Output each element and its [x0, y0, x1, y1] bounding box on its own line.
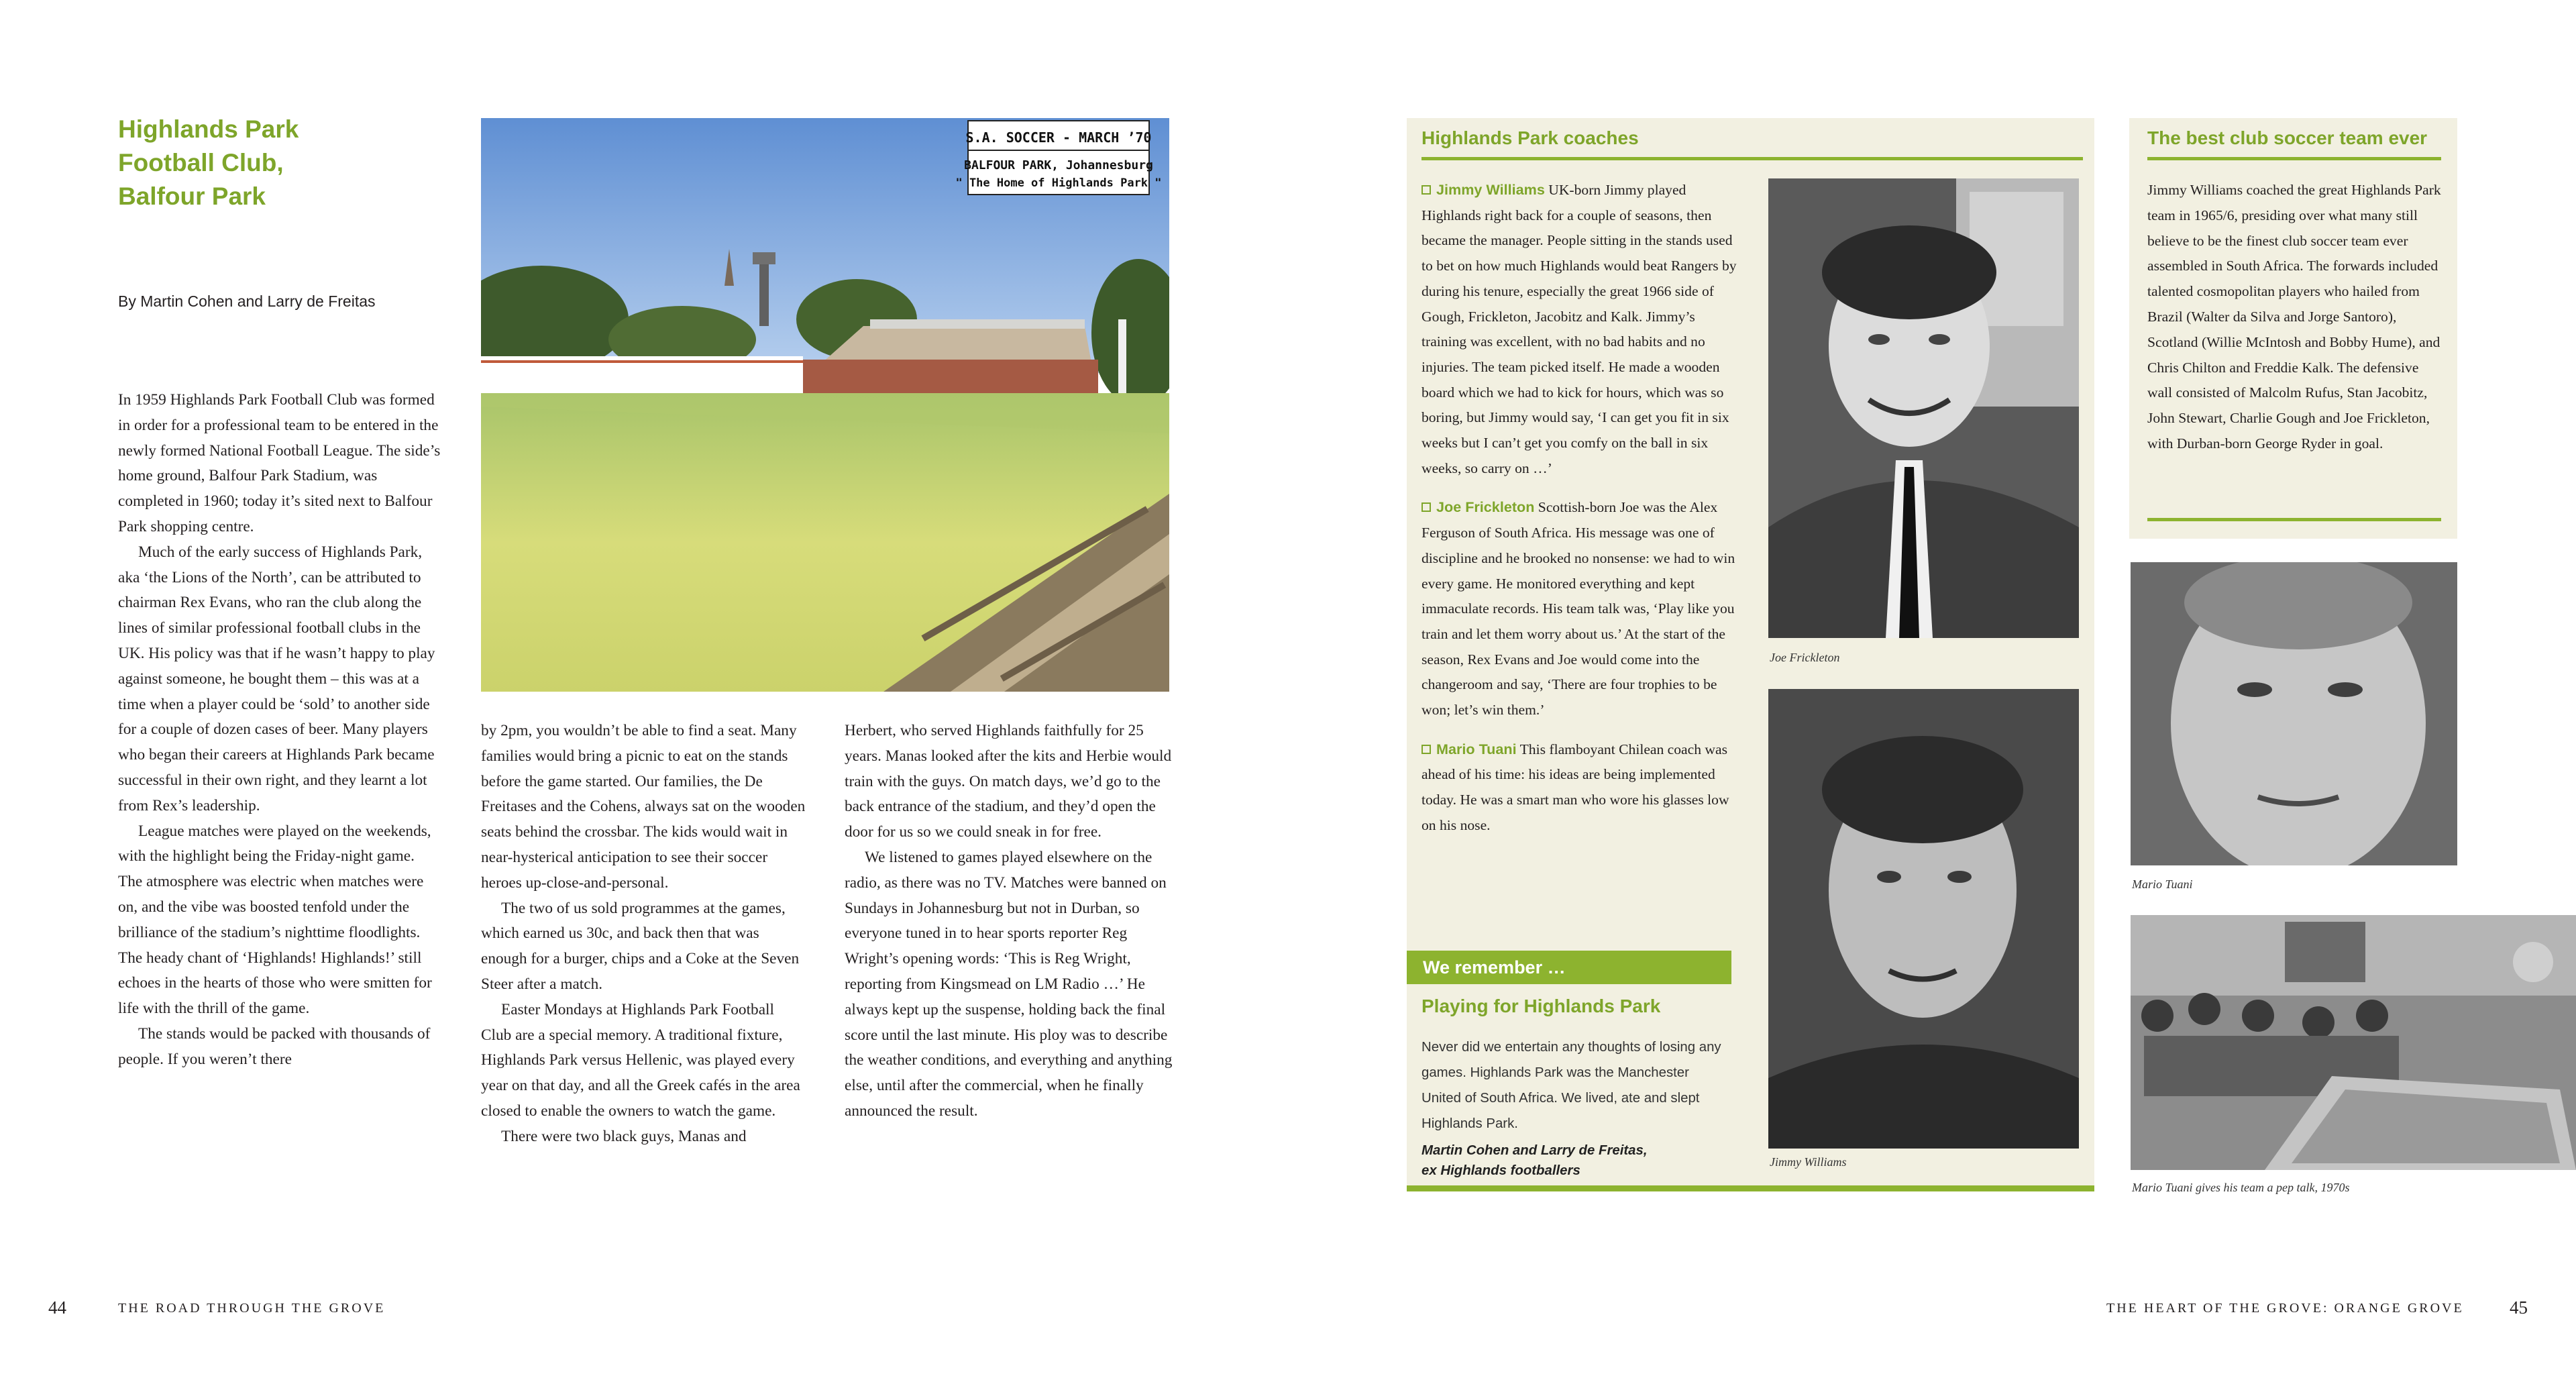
- pep-talk-photo-art: [2131, 915, 2576, 1170]
- sign-line-1: S.A. SOCCER - MARCH ’70: [965, 129, 1152, 146]
- remember-signature: [1421, 1140, 1648, 1181]
- checkbox-bullet-icon: [1421, 185, 1431, 195]
- signature-line: ex Highlands footballers: [1421, 1163, 1580, 1178]
- paragraph: In 1959 Highlands Park Football Club was formed in order for a professional team to be entered in the newly formed National Football League. The side’s home ground, Balfour Park Stadium, was completed in 1960; today it’s sited next to Balfour Park shopping centre.: [118, 391, 441, 535]
- coach-text: UK-born Jimmy played Highlands right back for a couple of seasons, then became the manager. People sitting in the stands used to bet on how much Highlands would beat Rangers by during his tenure, especially the great 1966 side of Gough, Frickleton, Jacobitz and Kalk. Jimmy’s training was excellent, with no bad habits and no injuries. The team picked itself. He made a wooden board which we had to kick for hours, which was so boring, but Jimmy would say, ‘I can get you fit in six weeks but I can’t get you comfy on the ball in six weeks, so carry on …’: [1421, 182, 1737, 476]
- tuani-caption: Mario Tuani: [2132, 877, 2193, 891]
- coach-text: Scottish-born Joe was the Alex Ferguson of South Africa. His message was one of discipline and he brooked no nonsense: we had to win every game. He monitored everything and kept immaculate records. His team talk was, ‘Play like you train and let them worry about us.’ At the start of the season, Rex Evans and Joe would come into the changeroom and say, ‘There are four trophies to be won; let’s win them.’: [1421, 499, 1735, 718]
- williams-caption: Jimmy Williams: [1770, 1155, 1847, 1169]
- title-line: Highlands Park: [118, 115, 299, 143]
- paragraph: Easter Mondays at Highlands Park Football Club are a special memory. A traditional fixture, Highlands Park versus Hellenic, was played every year on that day, and all the Greek cafés in the area closed to enable the owners to watch the game.: [481, 1000, 800, 1120]
- frickleton-photo-art: [1768, 178, 2079, 638]
- checkbox-bullet-icon: [1421, 745, 1431, 754]
- coach-name: Joe Frickleton: [1436, 498, 1535, 516]
- paragraph: There were two black guys, Manas and: [501, 1127, 747, 1145]
- remember-text: Never did we entertain any thoughts of losing any games. Highlands Park was the Manchester United of South Africa. We lived, ate and slept Highlands Park.: [1421, 1040, 1721, 1131]
- divider: [2147, 157, 2441, 160]
- sign-line-2: BALFOUR PARK, Johannesburg: [964, 158, 1153, 172]
- paragraph: League matches were played on the weekends, with the highlight being the Friday-night game. The atmosphere was electric when matches were on, and the vibe was boosted tenfold under the brilliance of the stadium’s nighttime floodlights. The heady chant of ‘Highlands! Highlands!’ still echoes in the hearts of those who were smitten for life with the thrill of the game.: [118, 822, 432, 1018]
- tuani-photo-art: [2131, 562, 2457, 865]
- paragraph: The two of us sold programmes at the games, which earned us 30c, and back then that was enough for a burger, chips and a Coke at the Seven Steer after a match.: [481, 899, 800, 993]
- we-remember-bar: We remember …: [1407, 951, 1731, 984]
- paragraph: by 2pm, you wouldn’t be able to find a seat. Many families would bring a picnic to eat on the stands before the game started. Our families, the De Freitases and the Cohens, always sat on the wooden seats behind the crossbar. The kids would wait in near-hysterical anticipation to see their soccer heroes up-close-and-personal.: [481, 722, 806, 892]
- pep-talk-caption: Mario Tuani gives his team a pep talk, 1970s: [2132, 1181, 2350, 1194]
- page-number-right: 45: [2510, 1297, 2528, 1318]
- best-team-heading: The best club soccer team ever: [2147, 127, 2428, 148]
- signature-line: Martin Cohen and Larry de Freitas,: [1421, 1143, 1648, 1158]
- coach-entry: [1421, 177, 1739, 481]
- paragraph: We listened to games played elsewhere on the radio, as there was no TV. Matches were banned on Sundays in Johannesburg but not in Durban, so everyone tuned in to hear sports reporter Reg Wright’s opening words: ‘This is Reg Wright, reporting from Kingsmead on LM Radio …’ He always kept up the suspense, holding back the final score until the last minute. His ploy was to describe the weather conditions, and everything and anything else, until after the commercial, when he finally announced the result.: [845, 848, 1173, 1120]
- paragraph: Much of the early success of Highlands Park, aka ‘the Lions of the North’, can be attributed to chairman Rex Evans, who ran the club along the lines of similar professional football clubs in the UK. His policy was that if he wasn’t happy to play against someone, he bought them – this was at a time when a player could be ‘sold’ to another side for a couple of dozen cases of beer. Many players who began their careers at Highlands Park became successful in their own right, and they learnt a lot from Rex’s leadership.: [118, 543, 435, 814]
- paragraph: Herbert, who served Highlands faithfully for 25 years. Manas looked after the kits and Herbie would train with the guys. On match days, we’d go to the back entrance of the stadium, and they’d open the door for us so we could sneak in for free.: [845, 722, 1172, 841]
- article-column-3: [845, 718, 1173, 1124]
- article-column-1: [118, 388, 441, 1073]
- page-number-left: 44: [48, 1297, 66, 1318]
- coaches-heading: Highlands Park coaches: [1421, 127, 1639, 148]
- byline: By Martin Cohen and Larry de Freitas: [118, 292, 376, 310]
- sign-line-3: " The Home of Highlands Park ": [955, 176, 1162, 190]
- running-head-right: THE HEART OF THE GROVE: ORANGE GROVE: [2106, 1301, 2464, 1316]
- coach-entry: [1421, 494, 1739, 723]
- paragraph: The stands would be packed with thousands of people. If you weren’t there: [118, 1024, 431, 1068]
- frickleton-caption: Joe Frickleton: [1770, 651, 1840, 664]
- title-line: Football Club,: [118, 149, 284, 176]
- stadium-photo: [481, 118, 1169, 692]
- pep-talk-photo: [2131, 915, 2576, 1170]
- panel-bottom-rule: [1407, 1185, 2094, 1191]
- stadium-photo-art: [481, 118, 1169, 692]
- divider: [2147, 518, 2441, 521]
- coach-entry: [1421, 737, 1739, 839]
- running-head-left: THE ROAD THROUGH THE GROVE: [118, 1301, 386, 1316]
- title-line: Balfour Park: [118, 182, 266, 210]
- remember-heading: Playing for Highlands Park: [1421, 996, 1661, 1016]
- best-team-text: Jimmy Williams coached the great Highlands Park team in 1965/6, presiding over what many still believe to be the finest club soccer team ever assembled in South Africa. The forwards included talented cosmopolitan players who hailed from Brazil (Walter da Silva and Jorge Santoro), Scotland (Willie McIntosh and Bobby Hume), and Chris Chilton and Freddie Kalk. The defensive wall consisted of Malcolm Rufus, Stan Jacobitz, John Stewart, Charlie Gough and Joe Frickleton, with Durban-born George Ryder in goal.: [2147, 182, 2441, 451]
- frickleton-photo: [1768, 178, 2079, 638]
- coach-text: This flamboyant Chilean coach was ahead of his time: his ideas are being implemented today. He was a smart man who wore his glasses low on his nose.: [1421, 741, 1729, 833]
- coach-name: Jimmy Williams: [1436, 181, 1545, 198]
- article-column-2: [481, 718, 808, 1150]
- williams-photo: [1768, 689, 2079, 1149]
- coach-name: Mario Tuani: [1436, 740, 1517, 757]
- coaches-list: [1421, 177, 1739, 852]
- checkbox-bullet-icon: [1421, 502, 1431, 512]
- williams-photo-art: [1768, 689, 2079, 1149]
- divider: [1421, 157, 2083, 160]
- article-title: [118, 113, 373, 213]
- tuani-photo: [2131, 562, 2457, 865]
